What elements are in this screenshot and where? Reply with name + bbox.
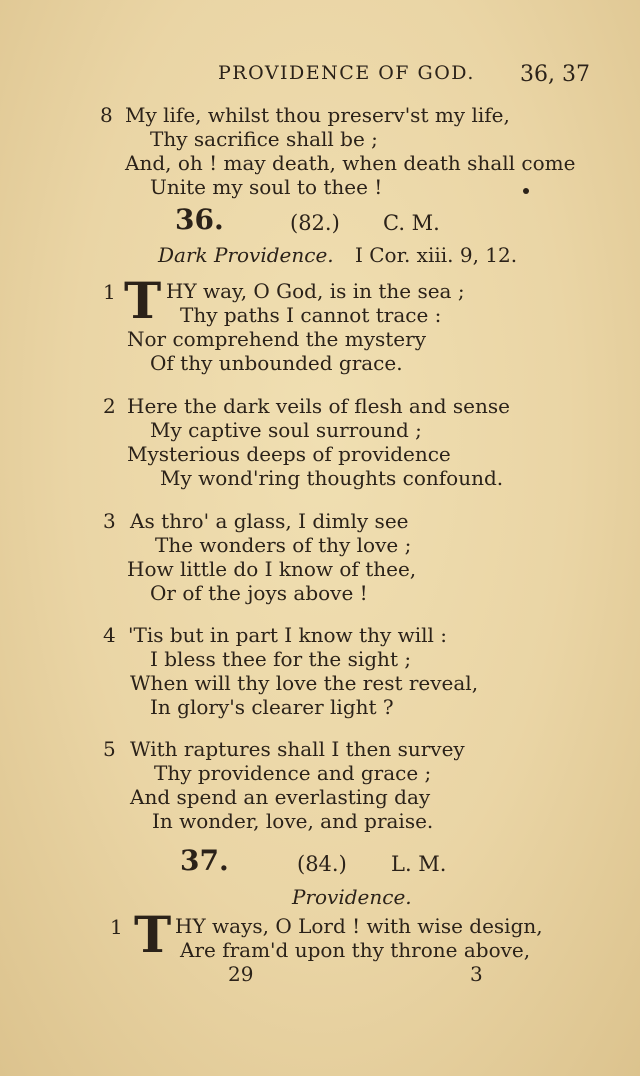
stanza-number: 1 — [110, 915, 123, 939]
ink-spot — [523, 188, 529, 194]
hymn-meter: C. M. — [383, 211, 440, 235]
verse-line: HY ways, O Lord ! with wise design, — [175, 914, 543, 938]
signature-number: 29 — [228, 962, 254, 986]
verse-line: I bless thee for the sight ; — [150, 647, 412, 671]
hymn-alt-number: (82.) — [290, 211, 340, 235]
verse-line: My life, whilst thou preserv'st my life, — [125, 103, 510, 127]
verse-line: Here the dark veils of flesh and sense — [127, 394, 510, 418]
hymn-meter: L. M. — [391, 852, 447, 876]
running-header — [0, 60, 640, 94]
stanza-number: 4 — [103, 623, 116, 647]
verse-line: When will thy love the rest reveal, — [130, 671, 479, 695]
verse-line: The wonders of thy love ; — [155, 533, 412, 557]
hymn-number: 36. — [175, 203, 224, 236]
header-page-numbers: 36, 37 — [520, 62, 590, 87]
verse-line: Nor comprehend the mystery — [127, 327, 426, 351]
scripture-reference: I Cor. xiii. 9, 12. — [355, 243, 518, 267]
verse-line: Unite my soul to thee ! — [150, 175, 383, 199]
verse-line: Mysterious deeps of providence — [127, 442, 451, 466]
stanza-number: 3 — [103, 509, 116, 533]
verse-line: In glory's clearer light ? — [150, 695, 394, 719]
verse-line: As thro' a glass, I dimly see — [130, 509, 409, 533]
verse-line: Thy sacrifice shall be ; — [150, 127, 378, 151]
header-title: PROVIDENCE OF GOD. — [218, 62, 475, 84]
verse-line: How little do I know of thee, — [127, 557, 417, 581]
verse-line: 'Tis but in part I know thy will : — [128, 623, 448, 647]
verse-line: Thy providence and grace ; — [154, 761, 432, 785]
subtitle-title: Dark Providence. — [158, 243, 334, 267]
stanza-number: 1 — [103, 280, 116, 304]
drop-cap: T — [134, 905, 172, 964]
verse-line: And, oh ! may death, when death shall come — [125, 151, 576, 175]
subtitle-title: Providence. — [292, 885, 412, 909]
stanza-number: 2 — [103, 394, 116, 418]
verse-line: Thy paths I cannot trace : — [180, 303, 442, 327]
verse-line: Are fram'd upon thy throne above, — [180, 938, 531, 962]
stanza-number: 5 — [103, 737, 116, 761]
hymn-number: 37. — [180, 844, 229, 877]
hymn-heading — [180, 844, 229, 877]
hymn-subtitle — [292, 885, 412, 909]
verse-line: HY way, O God, is in the sea ; — [166, 279, 465, 303]
stanza-number: 8 — [100, 103, 113, 127]
verse-line: My captive soul surround ; — [150, 418, 422, 442]
hymn-subtitle — [158, 243, 334, 267]
verse-line: Or of the joys above ! — [150, 581, 368, 605]
verse-line: With raptures shall I then survey — [130, 737, 465, 761]
hymn-alt-number: (84.) — [297, 852, 347, 876]
verse-line: And spend an everlasting day — [130, 785, 431, 809]
hymn-heading — [175, 203, 224, 236]
signature-mark: 3 — [470, 962, 483, 986]
verse-line: My wond'ring thoughts confound. — [160, 466, 504, 490]
verse-line: In wonder, love, and praise. — [152, 809, 434, 833]
verse-line: Of thy unbounded grace. — [150, 351, 403, 375]
drop-cap: T — [124, 271, 162, 330]
